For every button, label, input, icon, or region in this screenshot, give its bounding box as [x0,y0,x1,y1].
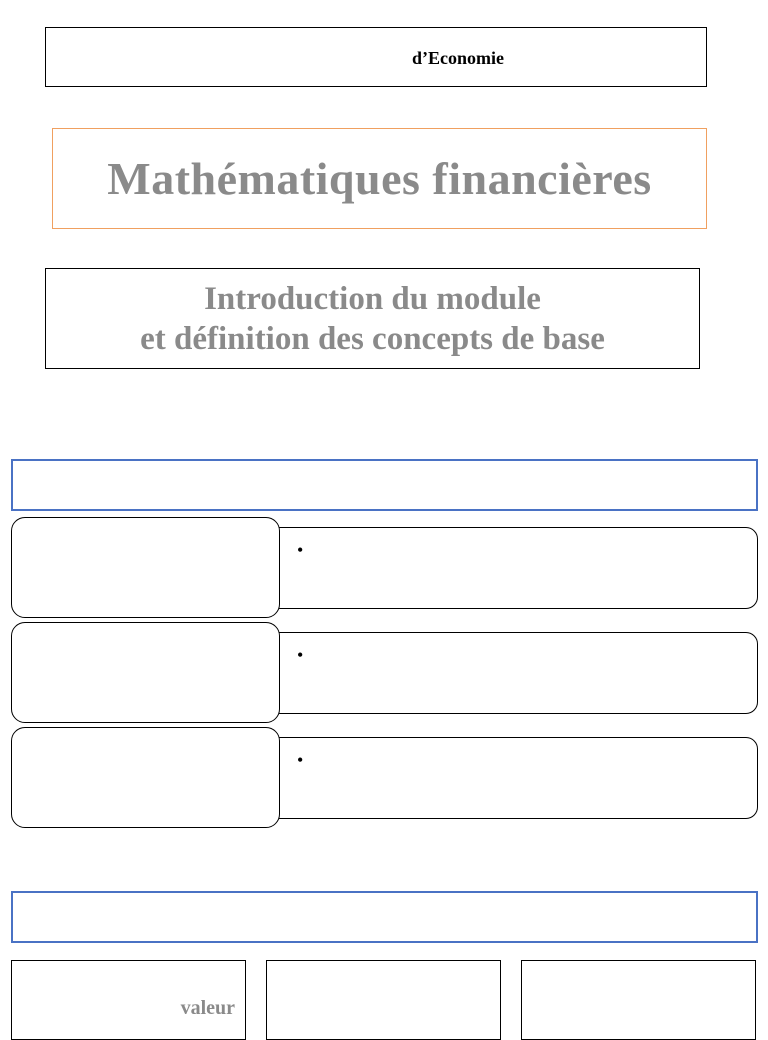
right-card-3 [268,737,758,819]
bullet-1: • [297,540,304,560]
title-box [52,128,707,229]
left-card-3 [11,727,280,828]
right-card-1 [268,527,758,609]
header-box [45,27,707,87]
section-bar-2 [11,891,758,943]
bullet-3: • [297,750,304,770]
page-title: Mathématiques financières [107,153,652,204]
left-card-1 [11,517,280,618]
bullet-2: • [297,645,304,665]
right-card-2 [268,632,758,714]
subtitle-box [45,268,700,369]
bottom-card-3 [521,960,756,1040]
section-bar-1 [11,459,758,511]
left-card-2 [11,622,280,723]
bottom-card-1-text: valeur [180,997,235,1019]
bottom-card-2 [266,960,501,1040]
subtitle-line-2: et définition des concepts de base [140,320,605,357]
header-text: d’Economie [412,48,504,68]
bottom-card-1 [11,960,246,1040]
subtitle-line-1: Introduction du module [204,280,541,317]
